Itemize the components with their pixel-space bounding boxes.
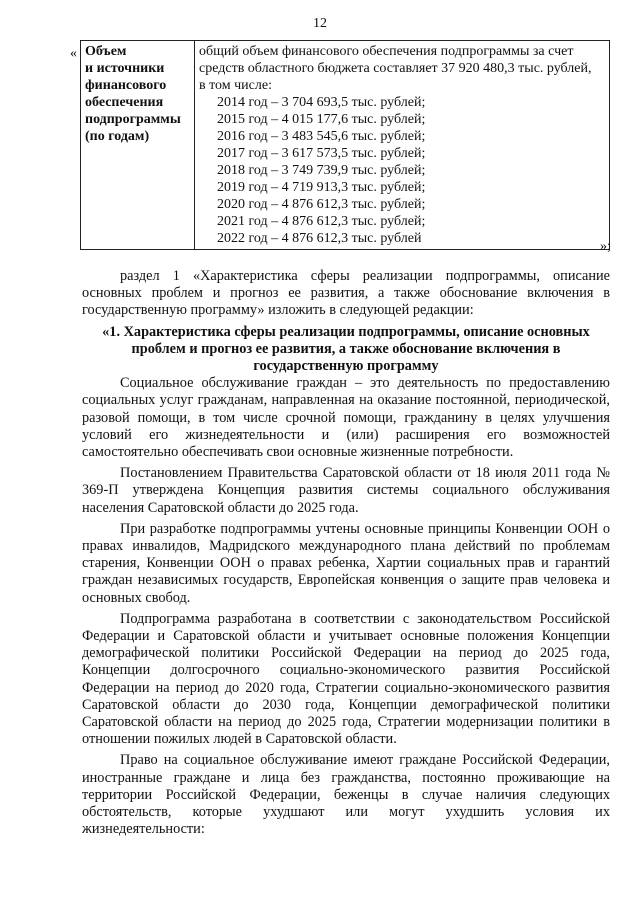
financing-value-cell xyxy=(195,41,610,250)
year-amount-line: 2018 год – 3 749 739,9 тыс. рублей; xyxy=(217,163,426,178)
opening-quote: « xyxy=(70,46,77,61)
intro-paragraph: раздел 1 «Характеристика сферы реализации подпрограммы, описание основных проблем и прогноз ее развития, а также обоснование включения в государственную программу» изложить в следующей редакции: xyxy=(82,268,610,319)
page-number: 12 xyxy=(313,16,327,31)
financing-intro-line: в том числе: xyxy=(199,78,272,93)
year-amount-line: 2017 год – 3 617 573,5 тыс. рублей; xyxy=(217,146,426,161)
label-line: Объем xyxy=(85,44,127,59)
label-line: подпрограммы xyxy=(85,112,181,127)
body-paragraph: Социальное обслуживание граждан – это деятельность по предоставлению социальных услуг гражданам, направленная на оказание постоянной, периодической, разовой помощи, в том числе срочной помощи, гражданину в целях улучшения условий его жизнедеятельности и (или) расширения его возможностей самостоятельно обеспечивать свои основные жизненные потребности. xyxy=(82,375,610,461)
body-paragraph: Подпрограмма разработана в соответствии с законодательством Российской Федерации и Саратовской области и учитывает основные положения Концепции демографической политики Российской Федерации на период до 2025 года, Концепции долгосрочного социально-экономического развития Российской Федерации на период до 2020 года, Стратегии социально-экономического развития Саратовской области до 2030 года, Концепции демографической политики Саратовской области на период до 2025 года, Стратегии модернизации политики в отношении пожилых людей в Саратовской области. xyxy=(82,610,610,748)
body-paragraph: При разработке подпрограммы учтены основные принципы Конвенции ООН о правах инвалидов, Мадридского международного плана действий по проблемам старения, Конвенции ООН о правах ребенка, Хартии социальных прав и гарантий граждан независимых государств, Европейская конвенция о защите прав человека и основных свобод. xyxy=(82,520,610,606)
year-amount-line: 2019 год – 4 719 913,3 тыс. рублей; xyxy=(217,180,426,195)
body-paragraph: Право на социальное обслуживание имеют граждане Российской Федерации, иностранные граждане и лица без гражданства, постоянно проживающие на территории Российской Федерации, беженцы в случае наличия следующих обстоятельств, которые ухудшают или могут ухудшить условия их жизнедеятельности: xyxy=(82,752,610,838)
year-amount-line: 2022 год – 4 876 612,3 тыс. рублей xyxy=(217,231,422,246)
document-body xyxy=(82,268,610,843)
year-amount-line: 2014 год – 3 704 693,5 тыс. рублей; xyxy=(217,95,426,110)
label-line: финансового xyxy=(85,78,167,93)
financing-label-cell xyxy=(81,41,195,250)
financing-intro-line: общий объем финансового обеспечения подпрограммы за счет xyxy=(199,44,574,59)
year-amount-line: 2021 год – 4 876 612,3 тыс. рублей; xyxy=(217,214,426,229)
table-row xyxy=(81,41,610,250)
label-line: (по годам) xyxy=(85,129,150,144)
body-paragraph: Постановлением Правительства Саратовской области от 18 июля 2011 года № 369-П утверждена Концепция развития системы социального обслуживания населения Саратовской области до 2025 года. xyxy=(82,465,610,516)
year-amount-line: 2020 год – 4 876 612,3 тыс. рублей; xyxy=(217,197,426,212)
label-line: обеспечения xyxy=(85,95,164,110)
financing-intro-line: средств областного бюджета составляет 37 920 480,3 тыс. рублей, xyxy=(199,61,592,76)
closing-quote: »; xyxy=(600,239,611,254)
year-amount-line: 2015 год – 4 015 177,6 тыс. рублей; xyxy=(217,112,426,127)
label-line: и источники xyxy=(85,61,165,76)
section-heading: «1. Характеристика сферы реализации подпрограммы, описание основных проблем и прогноз ее развития, а также обоснование включения в государственную программу xyxy=(102,323,590,375)
financing-table xyxy=(80,40,610,250)
year-amount-line: 2016 год – 3 483 545,6 тыс. рублей; xyxy=(217,129,426,144)
